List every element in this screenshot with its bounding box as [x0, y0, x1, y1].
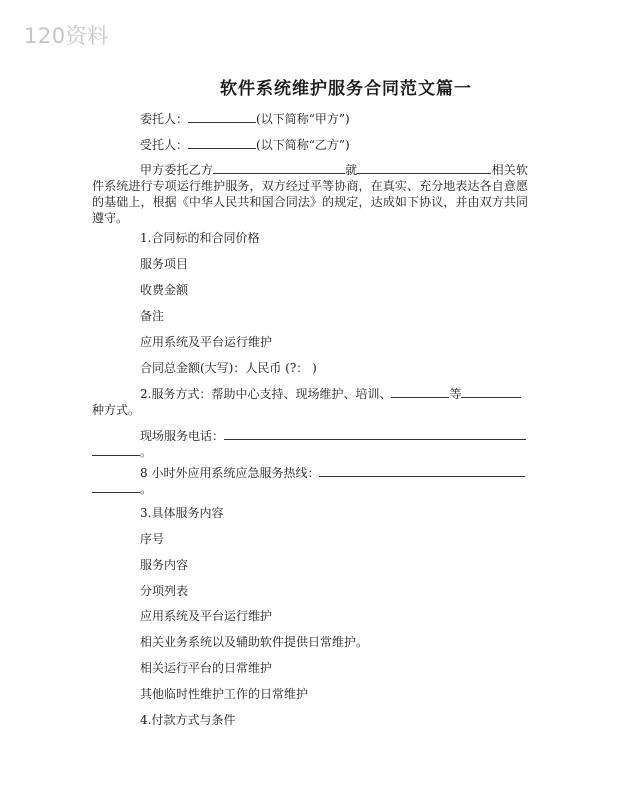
section3-item: 服务内容 — [140, 558, 189, 572]
section3-item: 相关运行平台的日常维护 — [140, 661, 273, 675]
client-line — [140, 110, 350, 127]
section3-heading: 3.具体服务内容 — [140, 506, 224, 520]
intro-blank-2 — [357, 161, 491, 174]
section3-item: 相关业务系统以及辅助软件提供日常维护。 — [140, 635, 369, 649]
hotline-period: 。 — [140, 482, 153, 496]
section1-heading: 1.合同标的和合同价格 — [140, 231, 260, 245]
section2-blank-2 — [461, 385, 521, 398]
watermark: 120资料 — [24, 24, 109, 48]
client-blank — [188, 110, 256, 123]
document-title: 软件系统维护服务合同范文篇一 — [220, 79, 472, 99]
section4-heading: 4.付款方式与条件 — [140, 713, 236, 727]
phone-line — [140, 427, 526, 444]
phone-label: 现场服务电话： — [140, 429, 225, 443]
section2-blank-1 — [391, 385, 449, 398]
intro-paragraph — [92, 161, 528, 226]
phone-period: 。 — [140, 445, 153, 459]
section2-mid: 等 — [449, 387, 462, 401]
hotline-label: 8 小时外应用系统应急服务热线： — [140, 466, 320, 480]
section2-tail: 种方式。 — [92, 403, 141, 417]
phone-blank-2 — [92, 443, 140, 456]
section3-item: 应用系统及平台运行维护 — [140, 609, 273, 623]
client-note: (以下简称“甲方”) — [256, 112, 350, 126]
section1-item: 应用系统及平台运行维护 — [140, 335, 273, 349]
intro-blank-1 — [213, 161, 345, 174]
contractor-note: (以下简称“乙方”) — [256, 138, 350, 152]
hotline-blank-2 — [92, 480, 140, 493]
intro-part1: 甲方委托乙方 — [140, 163, 214, 177]
hotline-line — [140, 464, 525, 481]
section1-item: 收费金额 — [140, 283, 189, 297]
contractor-line — [140, 136, 350, 153]
section3-item: 分项列表 — [140, 584, 189, 598]
client-label: 委托人： — [140, 112, 189, 126]
section1-item: 备注 — [140, 309, 165, 323]
phone-wrap — [92, 443, 152, 460]
intro-part2: 就 — [345, 163, 358, 177]
intro-part3: 相关软件系统进行专项运行维护服务，双方经过平等协商，在真实、充分地表达各自意愿的基础上，根据《中华人民共和国合同法》的规定，达成如下协议，并由双方共同遵守。 — [92, 163, 528, 225]
section3-item: 序号 — [140, 532, 165, 546]
contract-total: 合同总金额(大写)：人民币 (?： ) — [140, 361, 317, 375]
section2-heading: 2.服务方式：帮助中心支持、现场维护、培训、 — [140, 387, 392, 401]
section3-item: 其他临时性维护工作的日常维护 — [140, 687, 309, 701]
section2-heading-line — [140, 385, 521, 402]
section1-item: 服务项目 — [140, 257, 189, 271]
phone-blank — [224, 427, 526, 440]
contractor-label: 受托人： — [140, 138, 189, 152]
contractor-blank — [188, 136, 256, 149]
hotline-blank — [319, 464, 525, 477]
hotline-wrap — [92, 480, 152, 497]
